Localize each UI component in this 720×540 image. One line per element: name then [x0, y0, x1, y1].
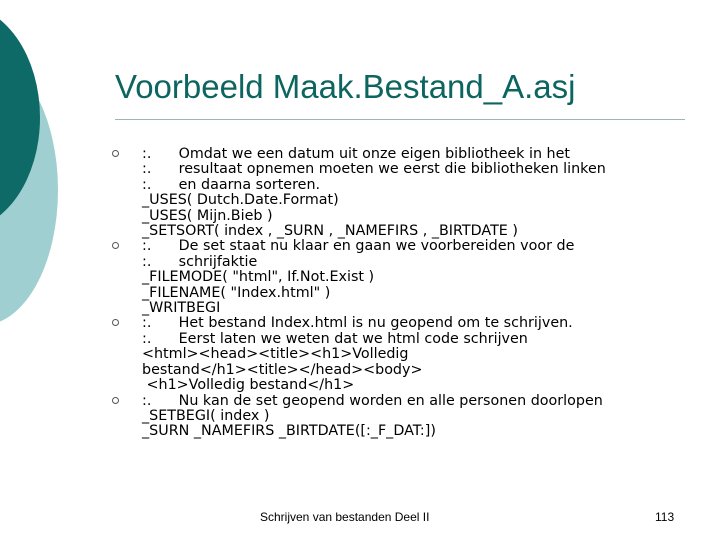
code-line: _WRITBEGI: [142, 300, 221, 317]
code-line: :. schrijfaktie: [142, 253, 258, 270]
bullet-item: [112, 316, 692, 393]
page-number: 113: [655, 510, 675, 524]
code-line: <html><head><title><h1>Volledig: [142, 346, 409, 363]
code-line: _USES( Dutch.Date.Format): [142, 192, 339, 209]
code-line: bestand</h1><title></head><body>: [142, 361, 423, 378]
code-line: :. resultaat opnemen moeten we eerst die bibliotheken linken: [142, 161, 606, 178]
title-divider: [115, 119, 685, 120]
code-line: :. Eerst laten we weten dat we html code schrijven: [142, 330, 528, 347]
code-line: :. en daarna sorteren.: [142, 176, 321, 193]
code-line: <h1>Volledig bestand</h1>: [142, 377, 355, 394]
bullet-item: [112, 394, 692, 440]
code-line: _SETSORT( index , _SURN , _NAMEFIRS , _BIRTDATE ): [142, 223, 518, 240]
code-line: :. Nu kan de set geopend worden en alle personen doorlopen: [142, 392, 603, 409]
bullet-item: [112, 147, 692, 239]
code-line: _USES( Mijn.Bieb ): [142, 207, 273, 224]
code-line: :. Het bestand Index.html is nu geopend om te schrijven.: [142, 315, 573, 332]
bullet-circle-icon: [112, 319, 119, 326]
decorative-circles: [0, 0, 80, 330]
code-line: _SETBEGI( index ): [142, 407, 270, 424]
code-line: :. Omdat we een datum uit onze eigen bibliotheek in het: [142, 146, 571, 162]
slide-content: [112, 147, 692, 440]
code-line: _FILENAME( "Index.html" ): [142, 284, 331, 301]
bullet-circle-icon: [112, 150, 119, 157]
bullet-circle-icon: [112, 397, 119, 404]
slide-footer: Schrijven van bestanden Deel II: [260, 510, 430, 524]
bullet-item: [112, 239, 692, 316]
code-line: _FILEMODE( "html", If.Not.Exist ): [142, 269, 375, 286]
code-line: _SURN _NAMEFIRS _BIRTDATE([:_F_DAT:]): [142, 423, 436, 440]
slide-title: Voorbeeld Maak.Bestand_A.asj: [115, 68, 576, 105]
bullet-circle-icon: [112, 242, 119, 249]
code-line: :. De set staat nu klaar en gaan we voorbereiden voor de: [142, 238, 575, 255]
